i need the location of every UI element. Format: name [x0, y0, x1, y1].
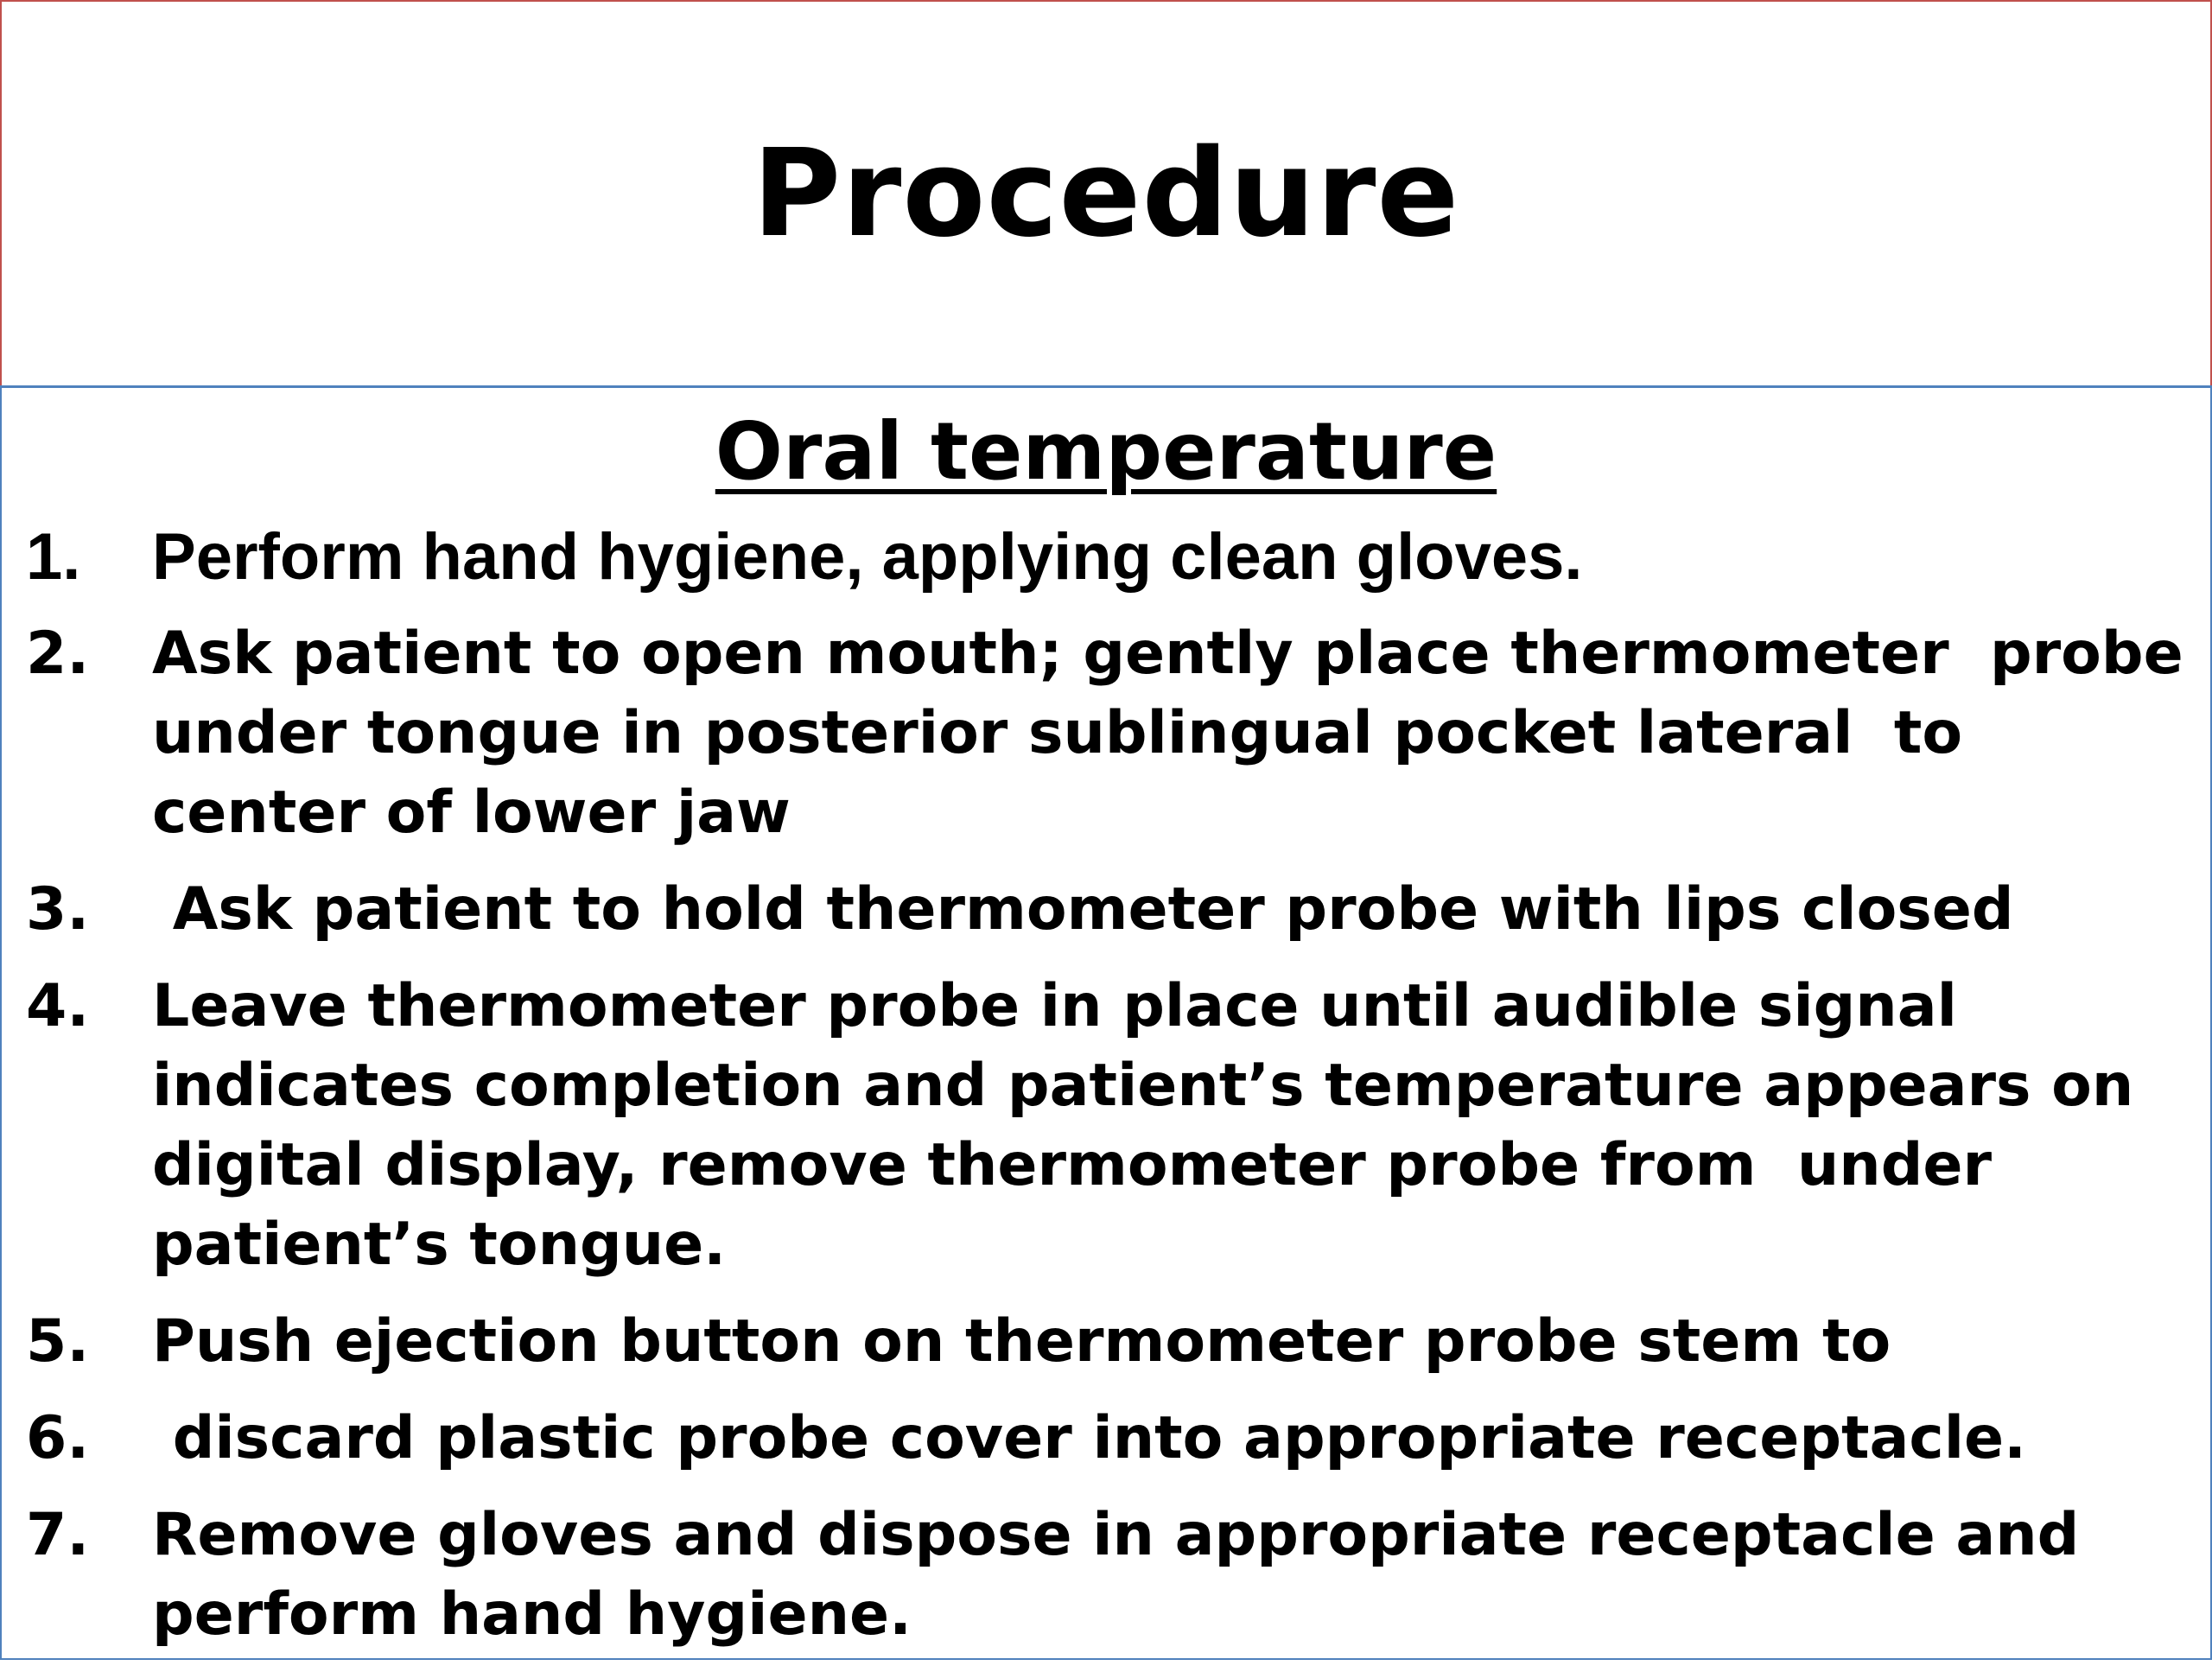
- step-number: 1.: [26, 520, 81, 594]
- step-number: 7.: [26, 1501, 90, 1569]
- step-number: 5.: [26, 1307, 90, 1376]
- step-number: 2.: [26, 620, 90, 688]
- step-number: 4.: [26, 972, 90, 1040]
- step-text: Leave thermometer probe in place until audible signal indicates completion and patient’s temperature appears on digital display, remove thermometer probe from under patient’s tongue.: [152, 972, 2154, 1279]
- step-text: Perform hand hygiene, applying clean gloves.: [152, 520, 1583, 594]
- procedure-steps-list: [26, 518, 2204, 1672]
- step-number: 6.: [26, 1404, 90, 1472]
- list-item-step-3: [26, 870, 2186, 950]
- slide-title: Procedure: [752, 123, 1460, 264]
- list-item-step-5: [26, 1302, 2186, 1382]
- section-subtitle: Oral temperature: [715, 405, 1497, 498]
- step-text: Remove gloves and dispose in appropriate receptacle and perform hand hygiene.: [152, 1501, 2101, 1649]
- list-item-step-6: [26, 1399, 2186, 1478]
- step-text: discard plastic probe cover into appropriate receptacle.: [152, 1404, 2026, 1472]
- list-item-step-4: [26, 967, 2186, 1285]
- step-text: Ask patient to hold thermometer probe with lips closed: [152, 875, 2014, 944]
- step-number: 3.: [26, 875, 90, 944]
- list-item-step-2: [26, 614, 2204, 853]
- step-text: Push ejection button on thermometer probe stem to: [152, 1307, 1891, 1376]
- title-box: [0, 0, 2212, 387]
- list-item-step-7: [26, 1496, 2186, 1655]
- list-item-step-1: [26, 518, 2186, 597]
- content-box: [0, 385, 2212, 1660]
- step-text: Ask patient to open mouth; gently place thermometer probe under tongue in posterior sublingual pocket lateral to center of lower jaw: [152, 620, 2204, 847]
